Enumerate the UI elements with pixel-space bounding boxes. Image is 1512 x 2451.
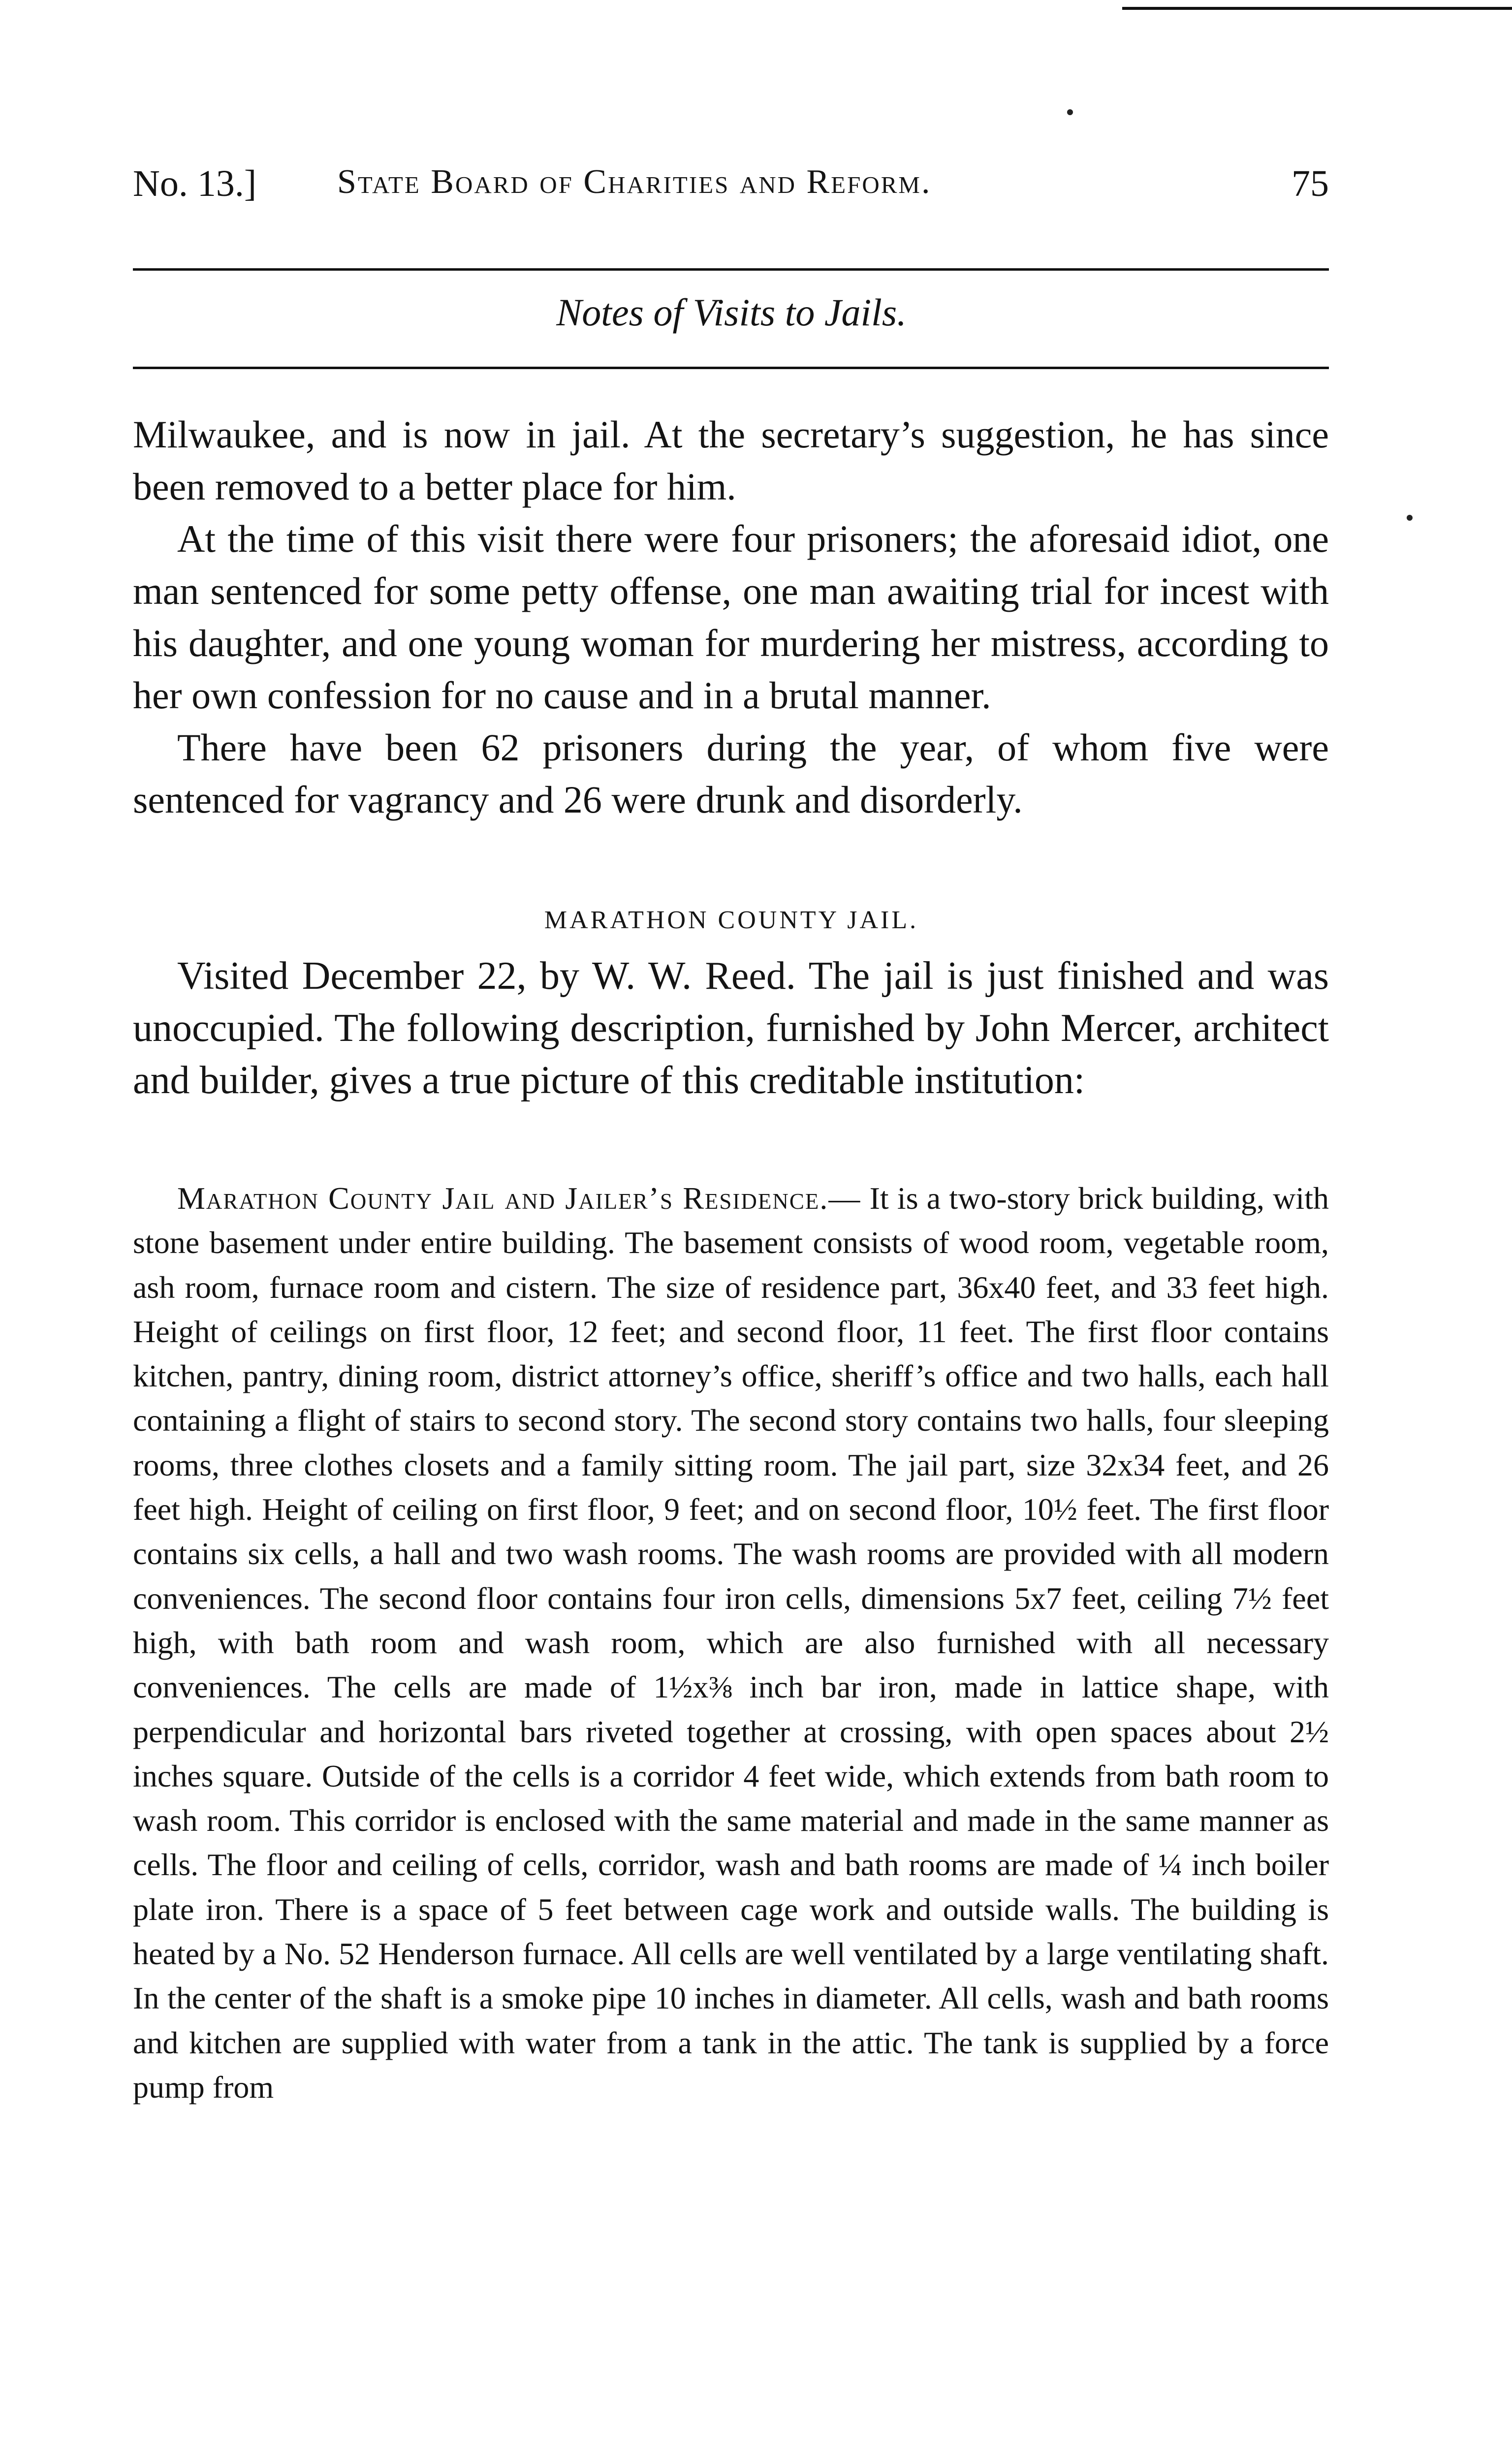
document-number: No. 13.] xyxy=(133,163,257,204)
paragraph: Visited December 22, by W. W. Reed. The jail is just finished and was unoccupied. The following description, furnished by John Mercer, architect and builder, gives a true picture of this creditable institution: xyxy=(133,954,1329,1102)
description-lead: Marathon County Jail and Jailer’s Residence.— xyxy=(177,1181,861,1216)
running-header xyxy=(133,162,1329,217)
description-paragraph xyxy=(133,1176,1329,2109)
top-edge-rule xyxy=(1122,7,1512,10)
paragraph: Milwaukee, and is now in jail. At the secretary’s suggestion, he has since been removed to a better place for him. xyxy=(133,413,1329,508)
paragraph: At the time of this visit there were four prisoners; the aforesaid idiot, one man sentenced for some petty offense, one man awaiting trial for incest with his daughter, and one young woman for murdering her mistress, according to her own confession for no cause and in a brutal manner. xyxy=(133,517,1329,717)
jail-description xyxy=(133,1176,1329,2109)
visit-text xyxy=(133,950,1329,1106)
ink-speck xyxy=(1067,109,1073,115)
header-rule-top xyxy=(133,268,1329,271)
ink-speck xyxy=(1407,515,1413,521)
description-text: It is a two-story brick building, with stone basement under entire building. The basement consists of wood room, vegetable room, ash room, furnace room and cistern. The size of residence part, 36x40 feet, and 33 feet high. Height of ceilings on first floor, 12 feet; and second floor, 11 feet. The first floor contains kitchen, pantry, dining room, district attorney’s office, sheriff’s office and two halls, each hall containing a flight of stairs to second story. The second story contains two halls, four sleeping rooms, three clothes closets and a family sitting room. The jail part, size 32x34 feet, and 26 feet high. Height of ceiling on first floor, 9 feet; and on second floor, 10½ feet. The first floor contains six cells, a hall and two wash rooms. The wash rooms are provided with all modern conveniences. The second floor contains four iron cells, dimensions 5x7 feet, ceiling 7½ feet high, with bath room and wash room, which are also furnished with all necessary conveniences. The cells are made of 1½x⅜ inch bar iron, made in lattice shape, with perpendicular and horizontal bars riveted together at crossing, with open spaces about 2½ inches square. Outside of the cells is a corridor 4 feet wide, which extends from bath room to wash room. This corridor is enclosed with the same material and made in the same manner as cells. The floor and ceiling of cells, corridor, wash and bath rooms are made of ¼ inch boiler plate iron. There is a space of 5 feet between cage work and outside walls. The building is heated by a No. 52 Henderson furnace. All cells are well ventilated by a large ventilating shaft. In the center of the shaft is a smoke pipe 10 inches in diameter. All cells, wash and bath rooms and kitchen are supplied with water from a tank in the attic. The tank is supplied by a force pump from xyxy=(133,1181,1329,2105)
header-rule-bottom xyxy=(133,367,1329,369)
running-title: State Board of Charities and Reform. xyxy=(337,163,932,201)
section-heading: MARATHON COUNTY JAIL. xyxy=(544,906,919,934)
page-number: 75 xyxy=(1292,163,1329,204)
section-subheading: Notes of Visits to Jails. xyxy=(556,291,907,334)
paragraph: There have been 62 prisoners during the year, of whom five were sentenced for vagrancy and 26 were drunk and disorderly. xyxy=(133,726,1329,821)
intro-text xyxy=(133,408,1329,826)
